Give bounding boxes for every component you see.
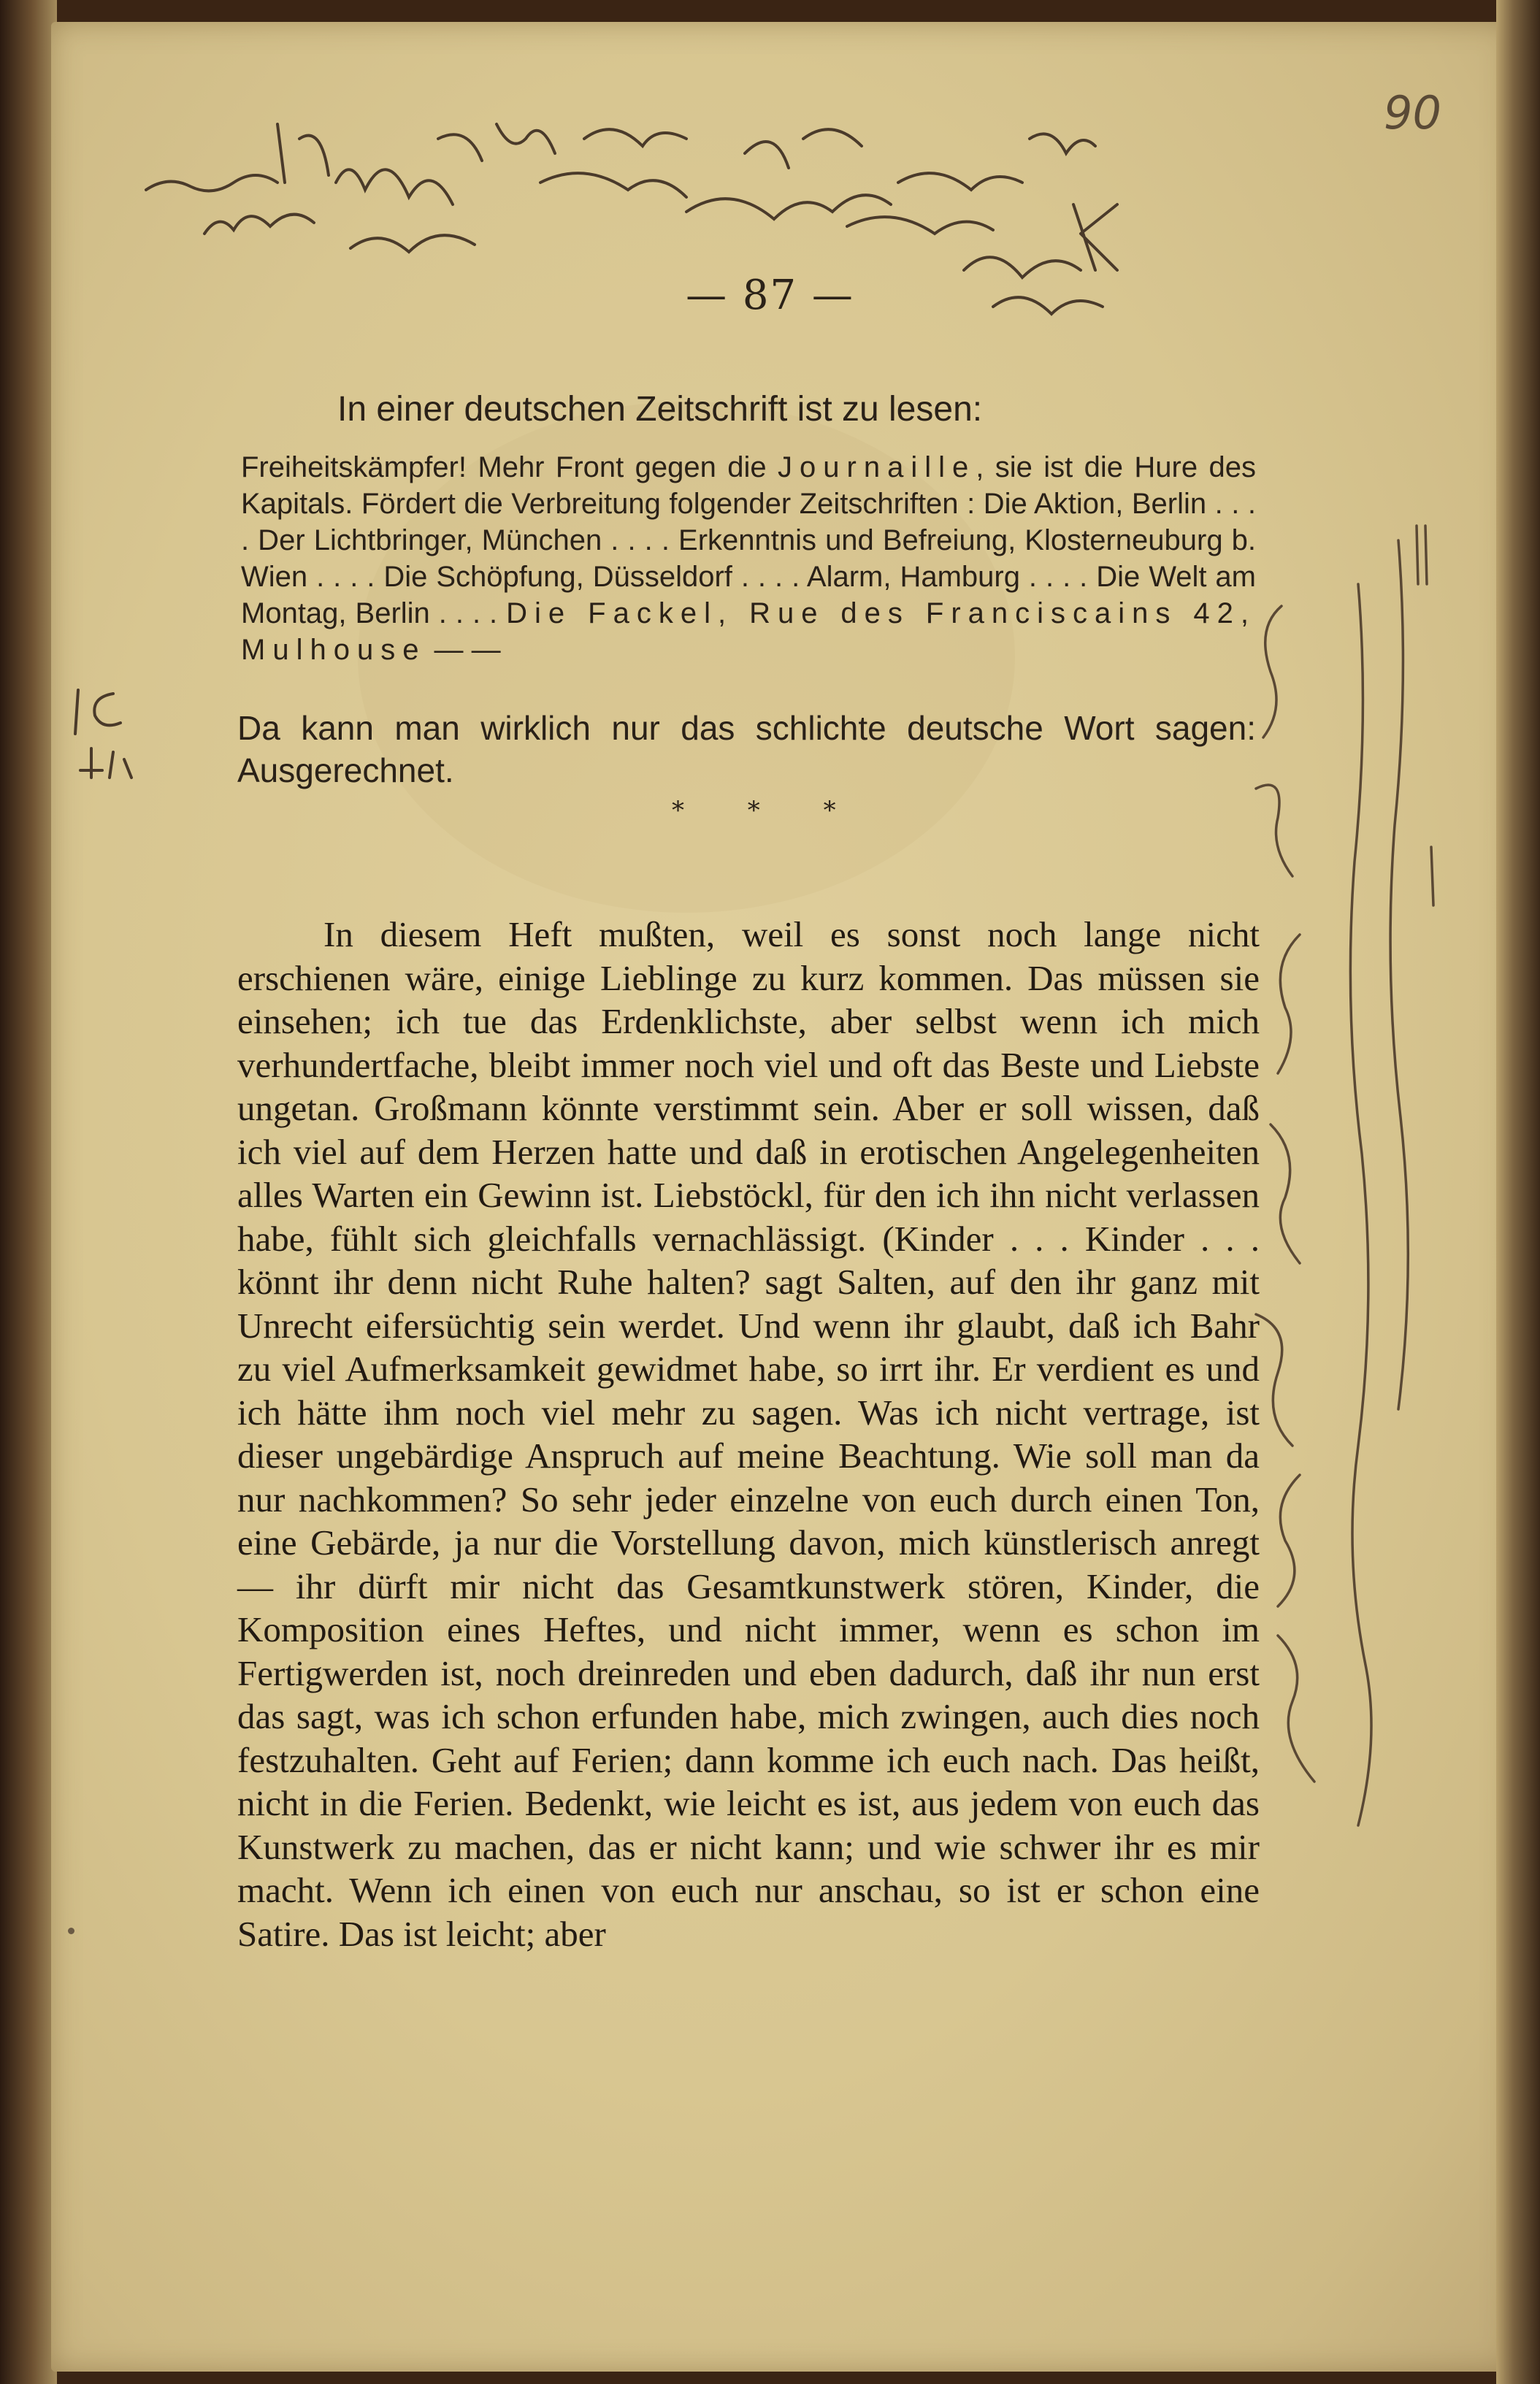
quoted-advertisement: [241, 449, 1256, 668]
quote-part-5: — —: [426, 634, 501, 666]
folio-number: 90: [1384, 86, 1441, 139]
main-paragraph: In diesem Heft mußten, weil es sonst noch lange nicht erschienen wäre, einige Lieblinge zu kurz kommen. Das müssen sie einsehen; ich tue das Erdenklichste, aber selbst wenn ich mich verhundertfache, bleibt immer noch viel und oft das Beste und Liebste ungetan. Großmann könnte verstimmt sein. Aber er soll wissen, daß ich viel auf dem Herzen hatte und daß in erotischen Angelegenheiten alles Warten ein Gewinn ist. Liebstöckl, für den ich ihn nicht verlassen habe, fühlt sich gleichfalls vernachlässigt. (Kinder . . . Kinder . . . könnt ihr denn nicht Ruhe halten? sagt Salten, auf den ihr ganz mit Unrecht eifersüchtig sein werdet. Und wenn ihr glaubt, daß ich Bahr zu viel Aufmerksamkeit gewidmet habe, so irrt ihr. Er verdient es und ich hätte ihm noch viel mehr zu sagen. Was ich nicht vertrage, ist dieser ungebärdige Anspruch auf meine Beachtung. Wie soll man da nur nachkommen? So sehr jeder einzelne von euch durch einen Ton, eine Gebärde, ja nur die Vorstellung davon, mich künstlerisch anregt — ihr dürft mir nicht das Gesamtkunstwerk stören, Kinder, die Komposition eines Heftes, und nicht immer, wenn es schon im Fertigwerden ist, noch dreinreden und eben dadurch, daß ihr nun erst das sagt, was ich schon erfunden habe, mich zwingen, auch dies noch festzuhalten. Geht auf Ferien; dann komme ich euch nach. Das heißt, nicht in die Ferien. Bedenkt, wie leicht es ist, aus jedem von euch das Kunstwerk zu machen, das er nicht kann; und wie schwer ihr es mir macht. Wenn ich einen von euch nur anschau, so ist er schon eine Satire. Das ist leicht; aber: [237, 914, 1260, 1954]
margin-note-left-handwriting: [69, 675, 157, 785]
author-remark: Da kann man wirklich nur das schlichte deutsche Wort sagen: Ausgerechnet.: [237, 709, 1256, 789]
section-separator: * * *: [672, 796, 864, 825]
quote-journaille: Journaille: [778, 451, 976, 483]
margin-note-right-handwriting: [1212, 497, 1453, 1884]
margin-note-left: [69, 675, 157, 785]
quote-fackel-address: Die Fackel, Rue des Franciscains 42, Mulhouse: [241, 597, 1257, 666]
quote-part-1: Freiheitskämpfer! Mehr Front gegen die: [241, 451, 778, 483]
page-edges: [1496, 0, 1540, 2384]
quote-part-3: , sie ist die Hure des Kapitals. Fördert die Verbreitung folgender Zeitschriften : Die Aktion, Berlin . . . . Der Lichtbringer, München . . . . Erkenntnis und Befreiung, Klosterneuburg b. Wien . . . . Die Schöpfung, Düsseldorf . . . . Alarm, Hamburg . . . . Die Welt am Montag, Berlin . . . .: [241, 451, 1256, 629]
section-heading: In einer deutschen Zeitschrift ist zu lesen:: [337, 390, 983, 429]
paper-spot: [68, 1928, 74, 1934]
page-number: — 87 —: [686, 272, 854, 319]
margin-note-right: [1212, 497, 1453, 1884]
book-binding: [0, 0, 57, 2384]
